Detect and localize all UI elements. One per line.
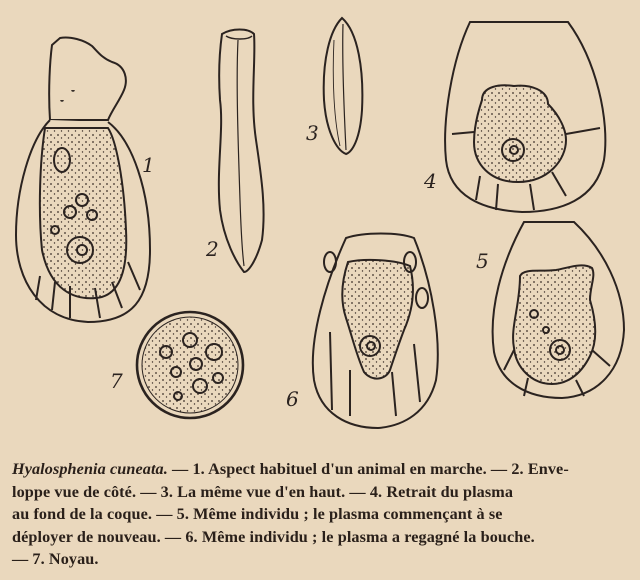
caption-line-4: déployer de nouveau. — 6. Même individu ; le plasma a regagné la bouche.: [12, 527, 535, 546]
species-name: Hyalosphenia cuneata.: [12, 460, 168, 478]
figure-label-3: 3: [306, 121, 319, 145]
figure-label-6: 6: [286, 387, 299, 411]
figure-label-7: 7: [110, 369, 123, 393]
caption-line-2: loppe vue de côté. — 3. La même vue d'en haut. — 4. Retrait du plasma: [12, 482, 514, 501]
figure-label-2: 2: [206, 237, 219, 261]
caption-line-1: [12, 458, 630, 481]
figure-6-specimen: [313, 234, 438, 429]
figure-5-specimen: [493, 222, 624, 398]
figure-7-nucleus: [137, 312, 243, 418]
figure-label-1: 1: [142, 153, 155, 177]
figure-1-specimen: [16, 37, 150, 322]
caption-line-3: au fond de la coque. — 5. Même individu ; le plasma commençant à se: [12, 505, 503, 523]
figure-caption: [12, 458, 630, 571]
caption-text-1: — 1. Aspect habituel d'un animal en marche. — 2. Enve-: [167, 460, 569, 478]
caption-line-5: — 7. Noyau.: [12, 550, 99, 568]
figure-4-specimen: [445, 22, 605, 212]
figure-2-specimen: [219, 30, 264, 273]
figure-3-specimen: [324, 18, 363, 154]
figure-label-5: 5: [476, 249, 489, 273]
figure-label-4: 4: [424, 169, 437, 193]
